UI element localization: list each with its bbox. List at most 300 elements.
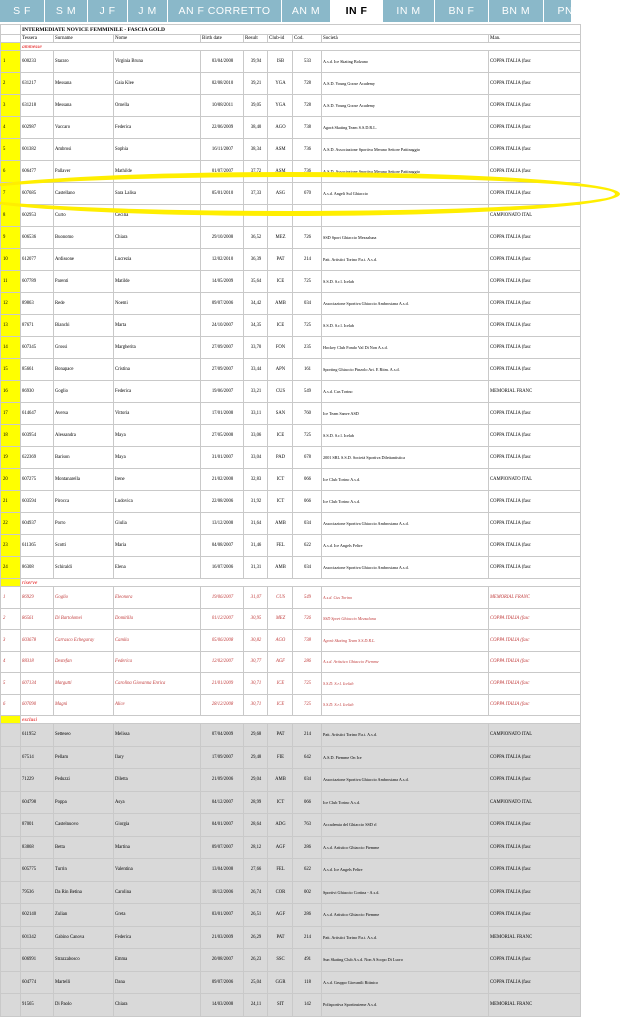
table-cell[interactable]: 33,04 xyxy=(244,447,268,469)
table-cell[interactable]: Greta xyxy=(114,904,201,927)
table-cell[interactable]: 604937 xyxy=(21,513,54,535)
table-cell[interactable]: Hockey Club Fondo Val Di Non A.s.d. xyxy=(322,337,489,359)
table-cell[interactable]: Pallaver xyxy=(54,161,114,183)
table-cell[interactable]: 26,23 xyxy=(244,949,268,972)
table-cell[interactable]: COPPA ITALIA (fasc xyxy=(489,73,581,95)
table-cell[interactable] xyxy=(293,205,322,227)
table-cell[interactable]: CUS xyxy=(268,381,293,403)
table-cell[interactable]: A.s.d. Ice Angels Feltre xyxy=(322,859,489,882)
table-cell[interactable]: COPPA ITALIA (fasc xyxy=(489,51,581,73)
table-cell[interactable]: 760 xyxy=(293,403,322,425)
table-cell[interactable]: ASM xyxy=(268,161,293,183)
table-cell[interactable]: A.s.d. Artistico Ghiaccio Fiemme xyxy=(322,651,489,673)
table-cell[interactable]: 601342 xyxy=(21,926,54,949)
tab-pn-f[interactable]: PN F xyxy=(544,0,598,22)
table-cell[interactable]: 07/04/2009 xyxy=(201,724,244,747)
table-cell[interactable]: 4 xyxy=(1,117,21,139)
table-cell[interactable]: Porro xyxy=(54,513,114,535)
table-cell[interactable]: Pirocca xyxy=(54,491,114,513)
table-cell[interactable]: SIT xyxy=(268,994,293,1017)
tab-bn-f[interactable]: BN F xyxy=(435,0,489,22)
tab-j-f[interactable]: J F xyxy=(88,0,128,22)
table-cell[interactable]: 29,04 xyxy=(244,769,268,792)
table-cell[interactable]: 05/06/2008 xyxy=(201,630,244,652)
table-cell[interactable]: 622 xyxy=(293,535,322,557)
table-row[interactable] xyxy=(1,425,581,447)
table-cell[interactable]: 13/12/2008 xyxy=(201,513,244,535)
table-cell[interactable]: 29/10/2008 xyxy=(201,227,244,249)
table-cell[interactable]: 33,21 xyxy=(244,381,268,403)
table-cell[interactable]: 549 xyxy=(293,587,322,609)
table-cell[interactable]: 622369 xyxy=(21,447,54,469)
table-cell[interactable]: 725 xyxy=(293,425,322,447)
table-cell[interactable]: ASM xyxy=(268,139,293,161)
table-cell[interactable]: MEMORIAL FRANC xyxy=(489,994,581,1017)
table-cell[interactable]: 602953 xyxy=(21,205,54,227)
table-cell[interactable]: A.S.D. Young Goose Academy xyxy=(322,95,489,117)
table-cell[interactable]: Magni xyxy=(54,694,114,716)
table-cell[interactable]: 33,70 xyxy=(244,337,268,359)
table-cell[interactable]: 27/09/2007 xyxy=(201,359,244,381)
table-cell[interactable]: Chiara xyxy=(114,994,201,1017)
table-cell[interactable]: 04/01/2007 xyxy=(201,814,244,837)
table-cell[interactable]: MEZ xyxy=(268,227,293,249)
table-cell[interactable]: 39,21 xyxy=(244,73,268,95)
table-cell[interactable]: 606477 xyxy=(21,161,54,183)
table-cell[interactable]: 603678 xyxy=(21,630,54,652)
table-cell[interactable]: ICE xyxy=(268,694,293,716)
table-cell[interactable]: COPPA ITALIA (fasc xyxy=(489,183,581,205)
table-row[interactable] xyxy=(1,249,581,271)
table-cell[interactable]: 6 xyxy=(1,694,21,716)
table-cell[interactable]: 38,34 xyxy=(244,139,268,161)
table-cell[interactable]: COPPA ITALIA (fasc xyxy=(489,491,581,513)
table-cell[interactable]: 30,71 xyxy=(244,694,268,716)
table-cell[interactable]: 642 xyxy=(293,746,322,769)
table-cell[interactable]: Sporting Ghiaccio Pinzolo Art. E Ritm. A.s.d. xyxy=(322,359,489,381)
table-cell[interactable]: COPPA ITALIA (fasc xyxy=(489,315,581,337)
tab-pn[interactable]: PN xyxy=(598,0,628,22)
table-row[interactable] xyxy=(1,814,581,837)
table-cell[interactable]: S.S.D. S.r.l. Icelab xyxy=(322,673,489,695)
table-cell[interactable]: 20/08/2007 xyxy=(201,949,244,972)
table-cell[interactable]: ICT xyxy=(268,491,293,513)
table-cell[interactable]: 214 xyxy=(293,724,322,747)
table-cell[interactable]: 14/05/2009 xyxy=(201,271,244,293)
table-row[interactable] xyxy=(1,183,581,205)
table-row[interactable] xyxy=(1,403,581,425)
table-cell[interactable]: 17/01/2008 xyxy=(201,403,244,425)
table-cell[interactable]: Federica xyxy=(114,926,201,949)
table-cell[interactable]: COPPA ITALIA (fasc xyxy=(489,95,581,117)
table-cell[interactable]: 12/02/2007 xyxy=(201,651,244,673)
table-cell[interactable]: 19/06/2007 xyxy=(201,381,244,403)
table-cell[interactable]: 118 xyxy=(293,971,322,994)
table-cell[interactable]: 6 xyxy=(1,161,21,183)
table-cell[interactable]: 066 xyxy=(293,791,322,814)
table-cell[interactable]: Bianchi xyxy=(54,315,114,337)
table-cell[interactable]: 549 xyxy=(293,381,322,403)
table-cell[interactable]: Patt. Artistici Torino P.a.t. A.s.d. xyxy=(322,249,489,271)
table-cell[interactable]: Carolina xyxy=(114,881,201,904)
table-cell[interactable]: 02/08/2010 xyxy=(201,73,244,95)
table-cell[interactable]: Margutti xyxy=(54,673,114,695)
table-cell[interactable]: 8 xyxy=(1,205,21,227)
table-cell[interactable]: 607134 xyxy=(21,673,54,695)
table-cell[interactable]: 27,66 xyxy=(244,859,268,882)
table-row[interactable] xyxy=(1,724,581,747)
table-cell[interactable]: A.s.d. Ice Skating Bolzano xyxy=(322,51,489,73)
table-cell[interactable]: 1 xyxy=(1,51,21,73)
table-cell[interactable]: 5 xyxy=(1,139,21,161)
table-cell[interactable]: Bonapace xyxy=(54,359,114,381)
table-cell[interactable]: 31,31 xyxy=(244,557,268,579)
table-cell[interactable]: A.s.d. Ice Angels Feltre xyxy=(322,535,489,557)
table-cell[interactable]: 235 xyxy=(293,337,322,359)
table-cell[interactable]: Ludovica xyxy=(114,491,201,513)
table-cell[interactable]: COR xyxy=(268,881,293,904)
table-row[interactable] xyxy=(1,271,581,293)
table-cell[interactable]: 601382 xyxy=(21,139,54,161)
table-cell[interactable]: FON xyxy=(268,337,293,359)
table-cell[interactable]: A.s.d. Cus Torino xyxy=(322,587,489,609)
table-cell[interactable]: Castelnuovo xyxy=(54,814,114,837)
table-row[interactable] xyxy=(1,315,581,337)
table-row[interactable] xyxy=(1,651,581,673)
table-cell[interactable]: 725 xyxy=(293,694,322,716)
table-cell[interactable]: 612077 xyxy=(21,249,54,271)
table-cell[interactable]: PAT xyxy=(268,926,293,949)
table-cell[interactable]: FEL xyxy=(268,859,293,882)
table-cell[interactable]: FIE xyxy=(268,746,293,769)
table-cell[interactable]: 7 xyxy=(1,183,21,205)
table-cell[interactable]: 161 xyxy=(293,359,322,381)
table-cell[interactable]: 034 xyxy=(293,557,322,579)
table-cell[interactable] xyxy=(268,205,293,227)
table-cell[interactable]: COPPA ITALIA (fasc xyxy=(489,814,581,837)
table-cell[interactable]: 12 xyxy=(1,293,21,315)
table-cell[interactable] xyxy=(201,205,244,227)
table-cell[interactable]: AGO xyxy=(268,630,293,652)
table-cell[interactable] xyxy=(1,769,21,792)
table-cell[interactable]: 604774 xyxy=(21,971,54,994)
table-cell[interactable]: COPPA ITALIA (fasc xyxy=(489,859,581,882)
table-cell[interactable]: 34,35 xyxy=(244,315,268,337)
table-cell[interactable]: 728 xyxy=(293,95,322,117)
table-cell[interactable]: 533 xyxy=(293,51,322,73)
table-cell[interactable]: 83868 xyxy=(21,836,54,859)
table-cell[interactable]: 19/06/2007 xyxy=(201,587,244,609)
table-cell[interactable]: 606536 xyxy=(21,227,54,249)
table-row[interactable] xyxy=(1,337,581,359)
table-row[interactable] xyxy=(1,51,581,73)
table-row[interactable] xyxy=(1,926,581,949)
table-cell[interactable]: 614647 xyxy=(21,403,54,425)
table-cell[interactable]: COPPA ITALIA (fasc xyxy=(489,447,581,469)
table-row[interactable] xyxy=(1,535,581,557)
table-cell[interactable]: 11 xyxy=(1,271,21,293)
table-cell[interactable]: S.S.D. S.r.l. Icelab xyxy=(322,425,489,447)
table-cell[interactable]: Accademia del Ghiaccio SSD rl xyxy=(322,814,489,837)
table-cell[interactable]: Barison xyxy=(54,447,114,469)
table-cell[interactable]: 726 xyxy=(293,227,322,249)
table-cell[interactable]: 16/07/2006 xyxy=(201,557,244,579)
table-row[interactable] xyxy=(1,694,581,716)
table-cell[interactable]: Ornella xyxy=(114,95,201,117)
table-cell[interactable]: 738 xyxy=(293,117,322,139)
table-cell[interactable]: YGA xyxy=(268,73,293,95)
table-cell[interactable]: 2 xyxy=(1,73,21,95)
table-cell[interactable]: 607275 xyxy=(21,469,54,491)
table-cell[interactable]: 002 xyxy=(293,881,322,904)
table-cell[interactable]: 19 xyxy=(1,447,21,469)
table-cell[interactable]: Diletta xyxy=(114,769,201,792)
table-cell[interactable]: Stararo xyxy=(54,51,114,73)
table-cell[interactable]: 4 xyxy=(1,651,21,673)
table-cell[interactable]: 602987 xyxy=(21,117,54,139)
table-cell[interactable]: A.S.D. Associazione Sportiva Merano Settore Pattinaggio xyxy=(322,161,489,183)
table-cell[interactable]: Messana xyxy=(54,73,114,95)
table-row[interactable] xyxy=(1,673,581,695)
table-cell[interactable]: 066 xyxy=(293,491,322,513)
table-cell[interactable]: 16 xyxy=(1,381,21,403)
table-cell[interactable]: Maya xyxy=(114,425,201,447)
table-cell[interactable] xyxy=(1,836,21,859)
table-cell[interactable]: Schiraldi xyxy=(54,557,114,579)
table-cell[interactable]: 32,83 xyxy=(244,469,268,491)
table-cell[interactable]: 607345 xyxy=(21,337,54,359)
table-cell[interactable]: Scotti xyxy=(54,535,114,557)
table-cell[interactable]: 214 xyxy=(293,249,322,271)
table-cell[interactable]: Lucrezia xyxy=(114,249,201,271)
table-cell[interactable]: Giulia xyxy=(114,513,201,535)
table-row[interactable] xyxy=(1,227,581,249)
table-cell[interactable]: A.S.D. Fiemme On Ice xyxy=(322,746,489,769)
table-cell[interactable] xyxy=(1,881,21,904)
table-cell[interactable]: Montanarella xyxy=(54,469,114,491)
table-cell[interactable]: Agorà Skating Team S.S.D.R.L. xyxy=(322,117,489,139)
table-cell[interactable]: 31/01/2007 xyxy=(201,447,244,469)
table-cell[interactable]: Vaccaro xyxy=(54,117,114,139)
table-cell[interactable]: 86308 xyxy=(21,557,54,579)
table-cell[interactable]: 09/07/2006 xyxy=(201,293,244,315)
table-cell[interactable]: ASG xyxy=(268,183,293,205)
table-cell[interactable]: COPPA ITALIA (fasc xyxy=(489,359,581,381)
table-cell[interactable]: COPPA ITALIA (fasc xyxy=(489,836,581,859)
table-cell[interactable]: SSD Sport Ghiaccio Mezzaluna xyxy=(322,608,489,630)
table-cell[interactable]: 86929 xyxy=(21,587,54,609)
table-cell[interactable]: Da Rin Betina xyxy=(54,881,114,904)
table-row[interactable] xyxy=(1,881,581,904)
table-cell[interactable]: Giorgia xyxy=(114,814,201,837)
table-cell[interactable]: S.S.D. S.r.l. Icelab xyxy=(322,315,489,337)
table-cell[interactable]: ISB xyxy=(268,51,293,73)
table-cell[interactable]: COPPA ITALIA (fasc xyxy=(489,513,581,535)
table-cell[interactable]: 30,71 xyxy=(244,673,268,695)
table-cell[interactable]: 20 xyxy=(1,469,21,491)
table-cell[interactable]: 2001 SRL S.S.D. Società Sportiva Dilettantistica xyxy=(322,447,489,469)
table-cell[interactable]: 3 xyxy=(1,95,21,117)
table-cell[interactable]: COPPA ITALIA (fasc xyxy=(489,904,581,927)
table-cell[interactable]: Associazione Sportiva Ghiaccio Ambrosiana A.s.d. xyxy=(322,513,489,535)
table-cell[interactable]: Gabino Canova xyxy=(54,926,114,949)
table-cell[interactable]: A.S.D. Young Goose Academy xyxy=(322,73,489,95)
table-cell[interactable]: 604798 xyxy=(21,791,54,814)
table-cell[interactable]: 29,48 xyxy=(244,746,268,769)
table-cell[interactable]: Setteseo xyxy=(54,724,114,747)
table-cell[interactable]: COPPA ITALIA (fasc xyxy=(489,949,581,972)
table-cell[interactable]: 736 xyxy=(293,139,322,161)
table-cell[interactable] xyxy=(1,949,21,972)
table-cell[interactable]: 04/08/2007 xyxy=(201,535,244,557)
table-cell[interactable]: COPPA ITALIA (fasc xyxy=(489,337,581,359)
table-cell[interactable] xyxy=(1,904,21,927)
table-cell[interactable]: S.S.D. S.r.l. Icelab xyxy=(322,694,489,716)
table-cell[interactable]: Associazione Sportiva Ghiaccio Ambrosiana A.s.d. xyxy=(322,769,489,792)
table-cell[interactable]: AMB xyxy=(268,293,293,315)
table-row[interactable] xyxy=(1,769,581,792)
table-cell[interactable] xyxy=(1,859,21,882)
table-cell[interactable]: 034 xyxy=(293,293,322,315)
table-row[interactable] xyxy=(1,630,581,652)
table-cell[interactable]: 607090 xyxy=(21,694,54,716)
table-cell[interactable]: COPPA ITALIA (fasc xyxy=(489,694,581,716)
table-cell[interactable]: Strazzabosco xyxy=(54,949,114,972)
table-cell[interactable]: SSC xyxy=(268,949,293,972)
table-cell[interactable]: MEZ xyxy=(268,608,293,630)
table-cell[interactable]: 22 xyxy=(1,513,21,535)
table-cell[interactable]: 79536 xyxy=(21,881,54,904)
table-cell[interactable] xyxy=(1,724,21,747)
table-cell[interactable]: 01/07/2007 xyxy=(201,161,244,183)
table-cell[interactable]: Mathilde xyxy=(114,161,201,183)
table-cell[interactable]: ICE xyxy=(268,425,293,447)
table-cell[interactable]: ICE xyxy=(268,673,293,695)
table-cell[interactable]: 725 xyxy=(293,673,322,695)
table-cell[interactable]: 600233 xyxy=(21,51,54,73)
tab-in-f[interactable]: IN F xyxy=(331,0,383,22)
table-cell[interactable]: Valentina xyxy=(114,859,201,882)
table-cell[interactable]: Messana xyxy=(54,95,114,117)
table-cell[interactable]: CAMPIONATO ITAL xyxy=(489,205,581,227)
table-cell[interactable]: A.s.d. Artistico Ghiaccio Fiemme xyxy=(322,904,489,927)
table-cell[interactable]: COPPA ITALIA (fasc xyxy=(489,403,581,425)
table-row[interactable] xyxy=(1,608,581,630)
table-cell[interactable]: 16/11/2007 xyxy=(201,139,244,161)
table-cell[interactable]: 21/02/2008 xyxy=(201,469,244,491)
table-cell[interactable]: Carolina Giovanna Enrica xyxy=(114,673,201,695)
table-cell[interactable]: 18/12/2006 xyxy=(201,881,244,904)
table-cell[interactable]: 71229 xyxy=(21,769,54,792)
table-cell[interactable] xyxy=(1,994,21,1017)
table-cell[interactable]: Melissa xyxy=(114,724,201,747)
table-cell[interactable]: Vittoria xyxy=(114,403,201,425)
table-row[interactable] xyxy=(1,587,581,609)
table-cell[interactable]: 03/01/2007 xyxy=(201,904,244,927)
table-cell[interactable]: 214 xyxy=(293,926,322,949)
table-cell[interactable]: 27/09/2007 xyxy=(201,337,244,359)
table-cell[interactable]: Di Bartolomei xyxy=(54,608,114,630)
table-cell[interactable]: Grossi xyxy=(54,337,114,359)
table-cell[interactable]: A.S.D. Associazione Sportiva Merano Settore Pattinaggio xyxy=(322,139,489,161)
table-row[interactable] xyxy=(1,381,581,403)
table-cell[interactable]: Eleonora xyxy=(114,587,201,609)
table-cell[interactable]: PAD xyxy=(268,447,293,469)
table-cell[interactable]: COPPA ITALIA (fasc xyxy=(489,608,581,630)
table-row[interactable] xyxy=(1,447,581,469)
table-cell[interactable]: Martelli xyxy=(54,971,114,994)
table-cell[interactable]: Polisportiva Sportinsieme A.s.d. xyxy=(322,994,489,1017)
table-cell[interactable]: COPPA ITALIA (fasc xyxy=(489,769,581,792)
table-row[interactable] xyxy=(1,513,581,535)
table-cell[interactable]: 85661 xyxy=(21,359,54,381)
table-cell[interactable]: CAMPIONATO ITAL xyxy=(489,791,581,814)
table-cell[interactable]: COPPA ITALIA (fasc xyxy=(489,293,581,315)
table-cell[interactable]: 35,64 xyxy=(244,271,268,293)
table-cell[interactable]: Camila xyxy=(114,630,201,652)
table-cell[interactable]: 142 xyxy=(293,994,322,1017)
table-cell[interactable]: Maria xyxy=(114,535,201,557)
table-cell[interactable]: 28,99 xyxy=(244,791,268,814)
table-cell[interactable]: 17 xyxy=(1,403,21,425)
table-cell[interactable]: 33,11 xyxy=(244,403,268,425)
table-cell[interactable]: Goglio xyxy=(54,381,114,403)
spreadsheet[interactable] xyxy=(0,24,571,1008)
table-cell[interactable]: Ice Club Torino A.s.d. xyxy=(322,791,489,814)
table-cell[interactable]: Margherita xyxy=(114,337,201,359)
table-cell[interactable]: 23 xyxy=(1,535,21,557)
table-row[interactable] xyxy=(1,859,581,882)
table-cell[interactable]: Patt. Artistici Torino P.a.t. A.s.d. xyxy=(322,926,489,949)
table-cell[interactable]: Pellam xyxy=(54,746,114,769)
table-cell[interactable]: 87671 xyxy=(21,315,54,337)
tab-in-m[interactable]: IN M xyxy=(383,0,435,22)
table-row[interactable] xyxy=(1,746,581,769)
table-row[interactable] xyxy=(1,557,581,579)
table-cell[interactable]: Virginia Bruna xyxy=(114,51,201,73)
table-cell[interactable]: 38,40 xyxy=(244,117,268,139)
table-cell[interactable]: Goglio xyxy=(54,587,114,609)
table-row[interactable] xyxy=(1,73,581,95)
table-cell[interactable]: AGF xyxy=(268,904,293,927)
table-cell[interactable]: 09/07/2006 xyxy=(201,971,244,994)
table-cell[interactable]: 21/09/2006 xyxy=(201,769,244,792)
table-cell[interactable]: 21/03/2009 xyxy=(201,926,244,949)
table-cell[interactable] xyxy=(1,971,21,994)
table-cell[interactable]: 725 xyxy=(293,315,322,337)
table-cell[interactable]: Asya xyxy=(114,791,201,814)
table-cell[interactable]: Sun Skating Club A.s.d. Non A Scopo Di Lucro xyxy=(322,949,489,972)
table-cell[interactable]: Alice xyxy=(114,694,201,716)
table-cell[interactable]: CAMPIONATO ITAL xyxy=(489,469,581,491)
table-cell[interactable]: AMB xyxy=(268,513,293,535)
table-cell[interactable]: Parenti xyxy=(54,271,114,293)
table-cell[interactable]: 631218 xyxy=(21,95,54,117)
table-row[interactable] xyxy=(1,791,581,814)
table-cell[interactable]: 631217 xyxy=(21,73,54,95)
table-cell[interactable]: ICE xyxy=(268,315,293,337)
table-cell[interactable]: 034 xyxy=(293,513,322,535)
table-cell[interactable]: Dana xyxy=(114,971,201,994)
table-row[interactable] xyxy=(1,904,581,927)
table-cell[interactable]: 24,11 xyxy=(244,994,268,1017)
table-cell[interactable]: 25,04 xyxy=(244,971,268,994)
table-cell[interactable]: A.s.d. Artistico Ghiaccio Fiemme xyxy=(322,836,489,859)
table-cell[interactable]: ICE xyxy=(268,271,293,293)
table-cell[interactable]: A.s.d. Angeli Sul Ghiaccio xyxy=(322,183,489,205)
table-cell[interactable]: Aversa xyxy=(54,403,114,425)
table-cell[interactable]: AMB xyxy=(268,557,293,579)
